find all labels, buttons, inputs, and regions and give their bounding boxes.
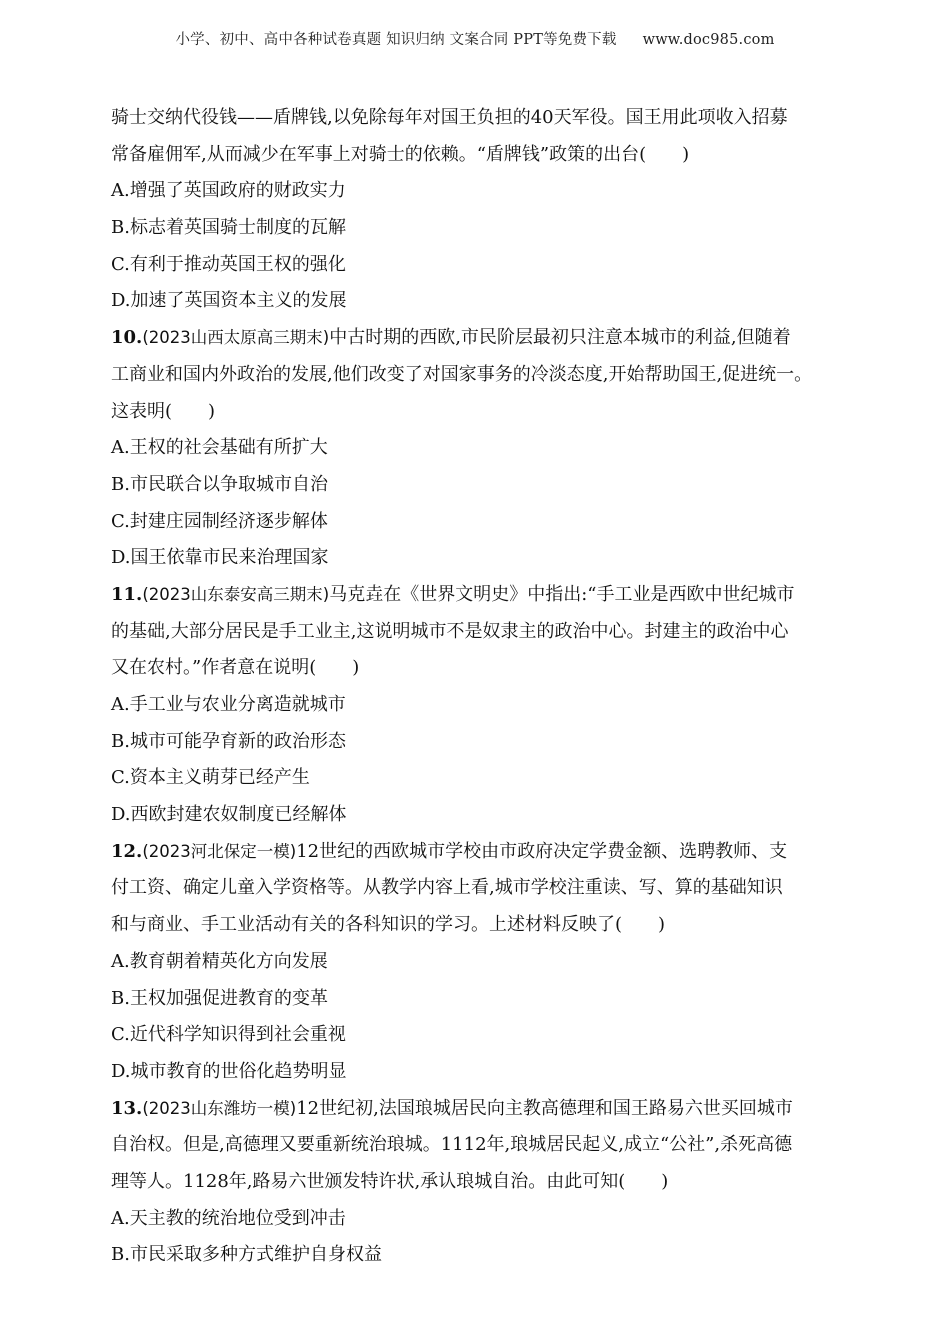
stem-line: 又在农村。”作者意在说明( ) — [111, 657, 360, 679]
stem-line: 理等人。1128年,路易六世颁发特许状,承认琅城自治。由此可知( ) — [111, 1170, 669, 1192]
question-11 — [111, 577, 853, 834]
stem-line — [111, 834, 853, 871]
option-d: D.西欧封建农奴制度已经解体 — [111, 804, 347, 826]
option-a: A.手工业与农业分离造就城市 — [111, 694, 346, 715]
option-d: D.加速了英国资本主义的发展 — [111, 290, 347, 312]
stem-text: 马克垚在《世界文明史》中指出:“手工业是西欧中世纪城市 — [329, 583, 795, 605]
option-b: B.城市可能孕育新的政治形态 — [111, 730, 346, 752]
stem-text: 12世纪初,法国琅城居民向主教高德理和国王路易六世买回城市 — [296, 1097, 793, 1119]
stem-line: 自治权。但是,高德理又要重新统治琅城。1112年,琅城居民起义,成立“公社”,杀死高德 — [111, 1134, 793, 1156]
option-b: B.标志着英国骑士制度的瓦解 — [111, 217, 346, 239]
page-header — [0, 28, 950, 49]
option-d: D.国王依靠市民来治理国家 — [111, 547, 329, 569]
stem-line — [111, 1091, 853, 1128]
option-c: C.封建庄园制经济逐步解体 — [111, 510, 328, 532]
header-url: www.doc985.com — [642, 32, 775, 48]
option-c: C.有利于推动英国王权的强化 — [111, 253, 346, 275]
option-a: A.王权的社会基础有所扩大 — [111, 437, 328, 459]
question-13 — [111, 1091, 853, 1274]
option-c: C.资本主义萌芽已经产生 — [111, 767, 310, 789]
stem-line: 这表明( ) — [111, 400, 216, 422]
option-c: C.近代科学知识得到社会重视 — [111, 1024, 346, 1046]
question-source: (2023河北保定一模) — [142, 841, 297, 861]
stem-line: 工商业和国内外政治的发展,他们改变了对国家事务的冷淡态度,开始帮助国王,促进统一。 — [111, 363, 813, 385]
stem-line: 骑士交纳代役钱——盾牌钱,以免除每年对国王负担的40天军役。国王用此项收入招募 — [111, 107, 788, 128]
question-9-continued — [111, 100, 853, 320]
question-number: 11. — [111, 583, 143, 605]
question-12 — [111, 834, 853, 1091]
question-content — [111, 100, 853, 1274]
stem-text: 中古时期的西欧,市民阶层最初只注意本城市的利益,但随着 — [329, 327, 791, 349]
option-a: A.天主教的统治地位受到冲击 — [111, 1207, 346, 1229]
option-b: B.王权加强促进教育的变革 — [111, 987, 328, 1009]
stem-line: 和与商业、手工业活动有关的各科知识的学习。上述材料反映了( ) — [111, 914, 666, 936]
option-a: A.教育朝着精英化方向发展 — [111, 950, 328, 972]
stem-text: 12世纪的西欧城市学校由市政府决定学费金额、选聘教师、支 — [296, 840, 788, 862]
question-10 — [111, 320, 853, 577]
header-title: 小学、初中、高中各种试卷真题 知识归纳 文案合同 PPT等免费下载 — [175, 32, 617, 48]
question-source: (2023山西太原高三期末) — [142, 328, 330, 348]
stem-line: 的基础,大部分居民是手工业主,这说明城市不是奴隶主的政治中心。封建主的政治中心 — [111, 620, 789, 642]
stem-line: 常备雇佣军,从而减少在军事上对骑士的依赖。“盾牌钱”政策的出台( ) — [111, 143, 690, 165]
option-a: A.增强了英国政府的财政实力 — [111, 180, 346, 202]
question-number: 13. — [111, 1097, 143, 1119]
option-d: D.城市教育的世俗化趋势明显 — [111, 1060, 347, 1082]
question-number: 10. — [111, 327, 143, 349]
question-number: 12. — [111, 840, 143, 862]
stem-line — [111, 577, 853, 614]
option-b: B.市民采取多种方式维护自身权益 — [111, 1244, 382, 1266]
stem-line — [111, 320, 853, 357]
stem-line: 付工资、确定儿童入学资格等。从教学内容上看,城市学校注重读、写、算的基础知识 — [111, 877, 783, 899]
option-b: B.市民联合以争取城市自治 — [111, 473, 328, 495]
question-source: (2023山东泰安高三期末) — [142, 584, 330, 604]
question-source: (2023山东潍坊一模) — [142, 1098, 297, 1118]
